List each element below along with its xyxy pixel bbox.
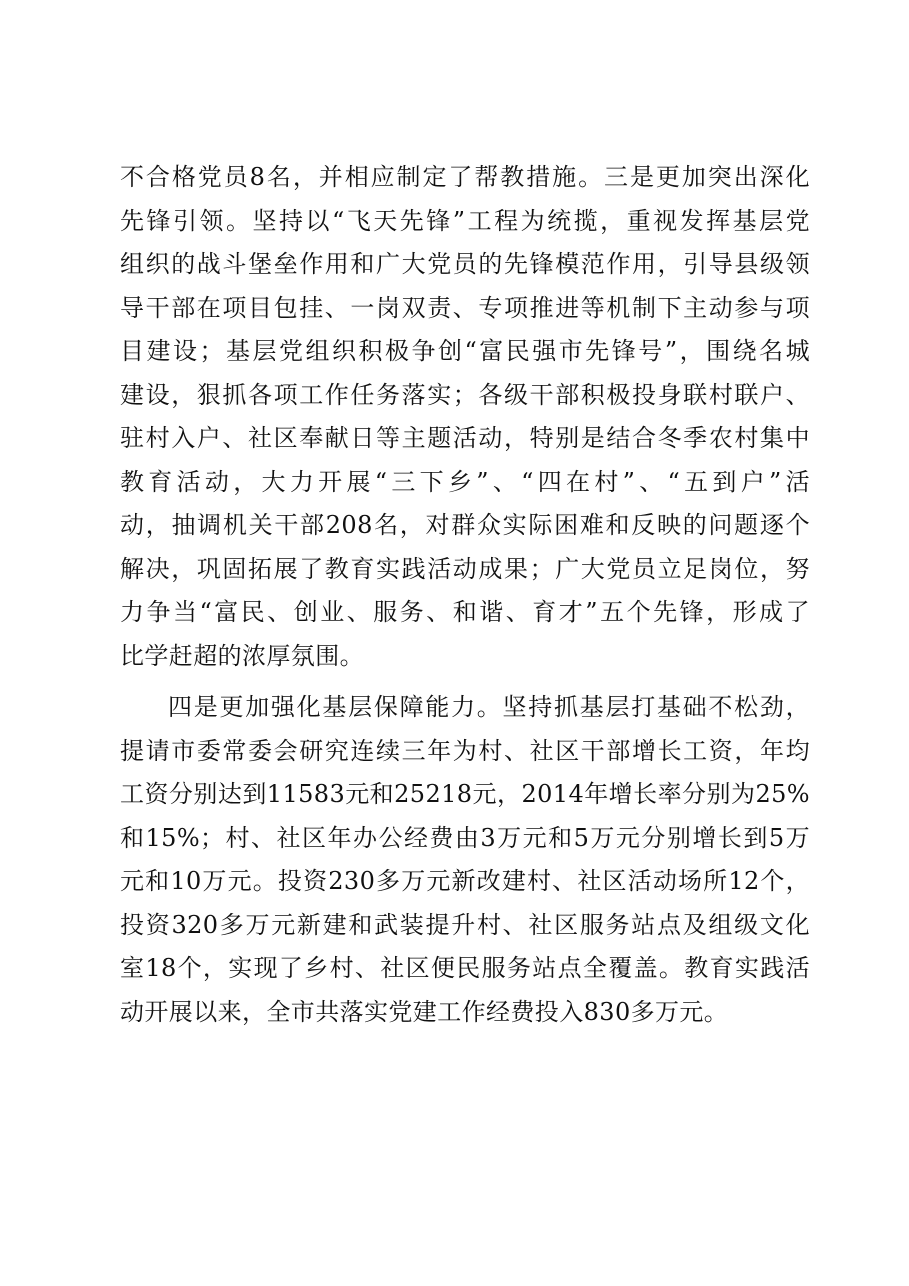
text-line: 组织的战斗堡垒作用和广大党员的先锋模范作用，引导县级领 — [120, 250, 810, 278]
text-line: 提请市委常委会研究连续三年为村、社区干部增长工资，年均 — [120, 736, 810, 765]
text-line: 四是更加强化基层保障能力。坚持抓基层打基础不松劲， — [168, 693, 810, 721]
text-line: 动开展以来，全市共落实党建工作经费投入830多万元。 — [120, 997, 729, 1026]
paragraph-2 — [120, 686, 810, 1034]
text-line: 导干部在项目包挂、一岗双责、专项推进等机制下主动参与项 — [120, 293, 810, 322]
text-line: 解决，巩固拓展了教育实践活动成果；广大党员立足岗位，努 — [120, 554, 810, 583]
text-line: 投资320多万元新建和武装提升村、社区服务站点及组级文化 — [120, 910, 810, 939]
text-line: 和15%；村、社区年办公经费由3万元和5万元分别增长到5万 — [120, 823, 810, 852]
text-line: 先锋引领。坚持以“飞天先锋”工程为统揽，重视发挥基层党 — [120, 206, 810, 235]
text-line: 不合格党员8名，并相应制定了帮教措施。三是更加突出深化 — [120, 163, 810, 191]
text-line: 教育活动，大力开展“三下乡”、“四在村”、“五到户”活 — [120, 467, 810, 496]
text-line: 元和10万元。投资230多万元新改建村、社区活动场所12个， — [120, 867, 810, 895]
text-line: 动，抽调机关干部208名，对群众实际困难和反映的问题逐个 — [120, 511, 810, 539]
text-line: 建设，狠抓各项工作任务落实；各级干部积极投身联村联户、 — [120, 380, 810, 409]
paragraph-gap — [120, 678, 810, 686]
paragraph-1 — [120, 156, 810, 678]
text-line: 工资分别达到11583元和25218元，2014年增长率分别为25% — [120, 780, 810, 808]
text-line: 室18个，实现了乡村、社区便民服务站点全覆盖。教育实践活 — [120, 954, 810, 982]
text-line: 目建设；基层党组织积极争创“富民强市先锋号”，围绕名城 — [120, 337, 810, 365]
text-line: 力争当“富民、创业、服务、和谐、育才”五个先锋，形成了 — [120, 598, 810, 626]
text-line: 驻村入户、社区奉献日等主题活动，特别是结合冬季农村集中 — [120, 424, 810, 452]
text-line: 比学赶超的浓厚氛围。 — [120, 641, 364, 670]
document-body — [120, 156, 810, 1034]
